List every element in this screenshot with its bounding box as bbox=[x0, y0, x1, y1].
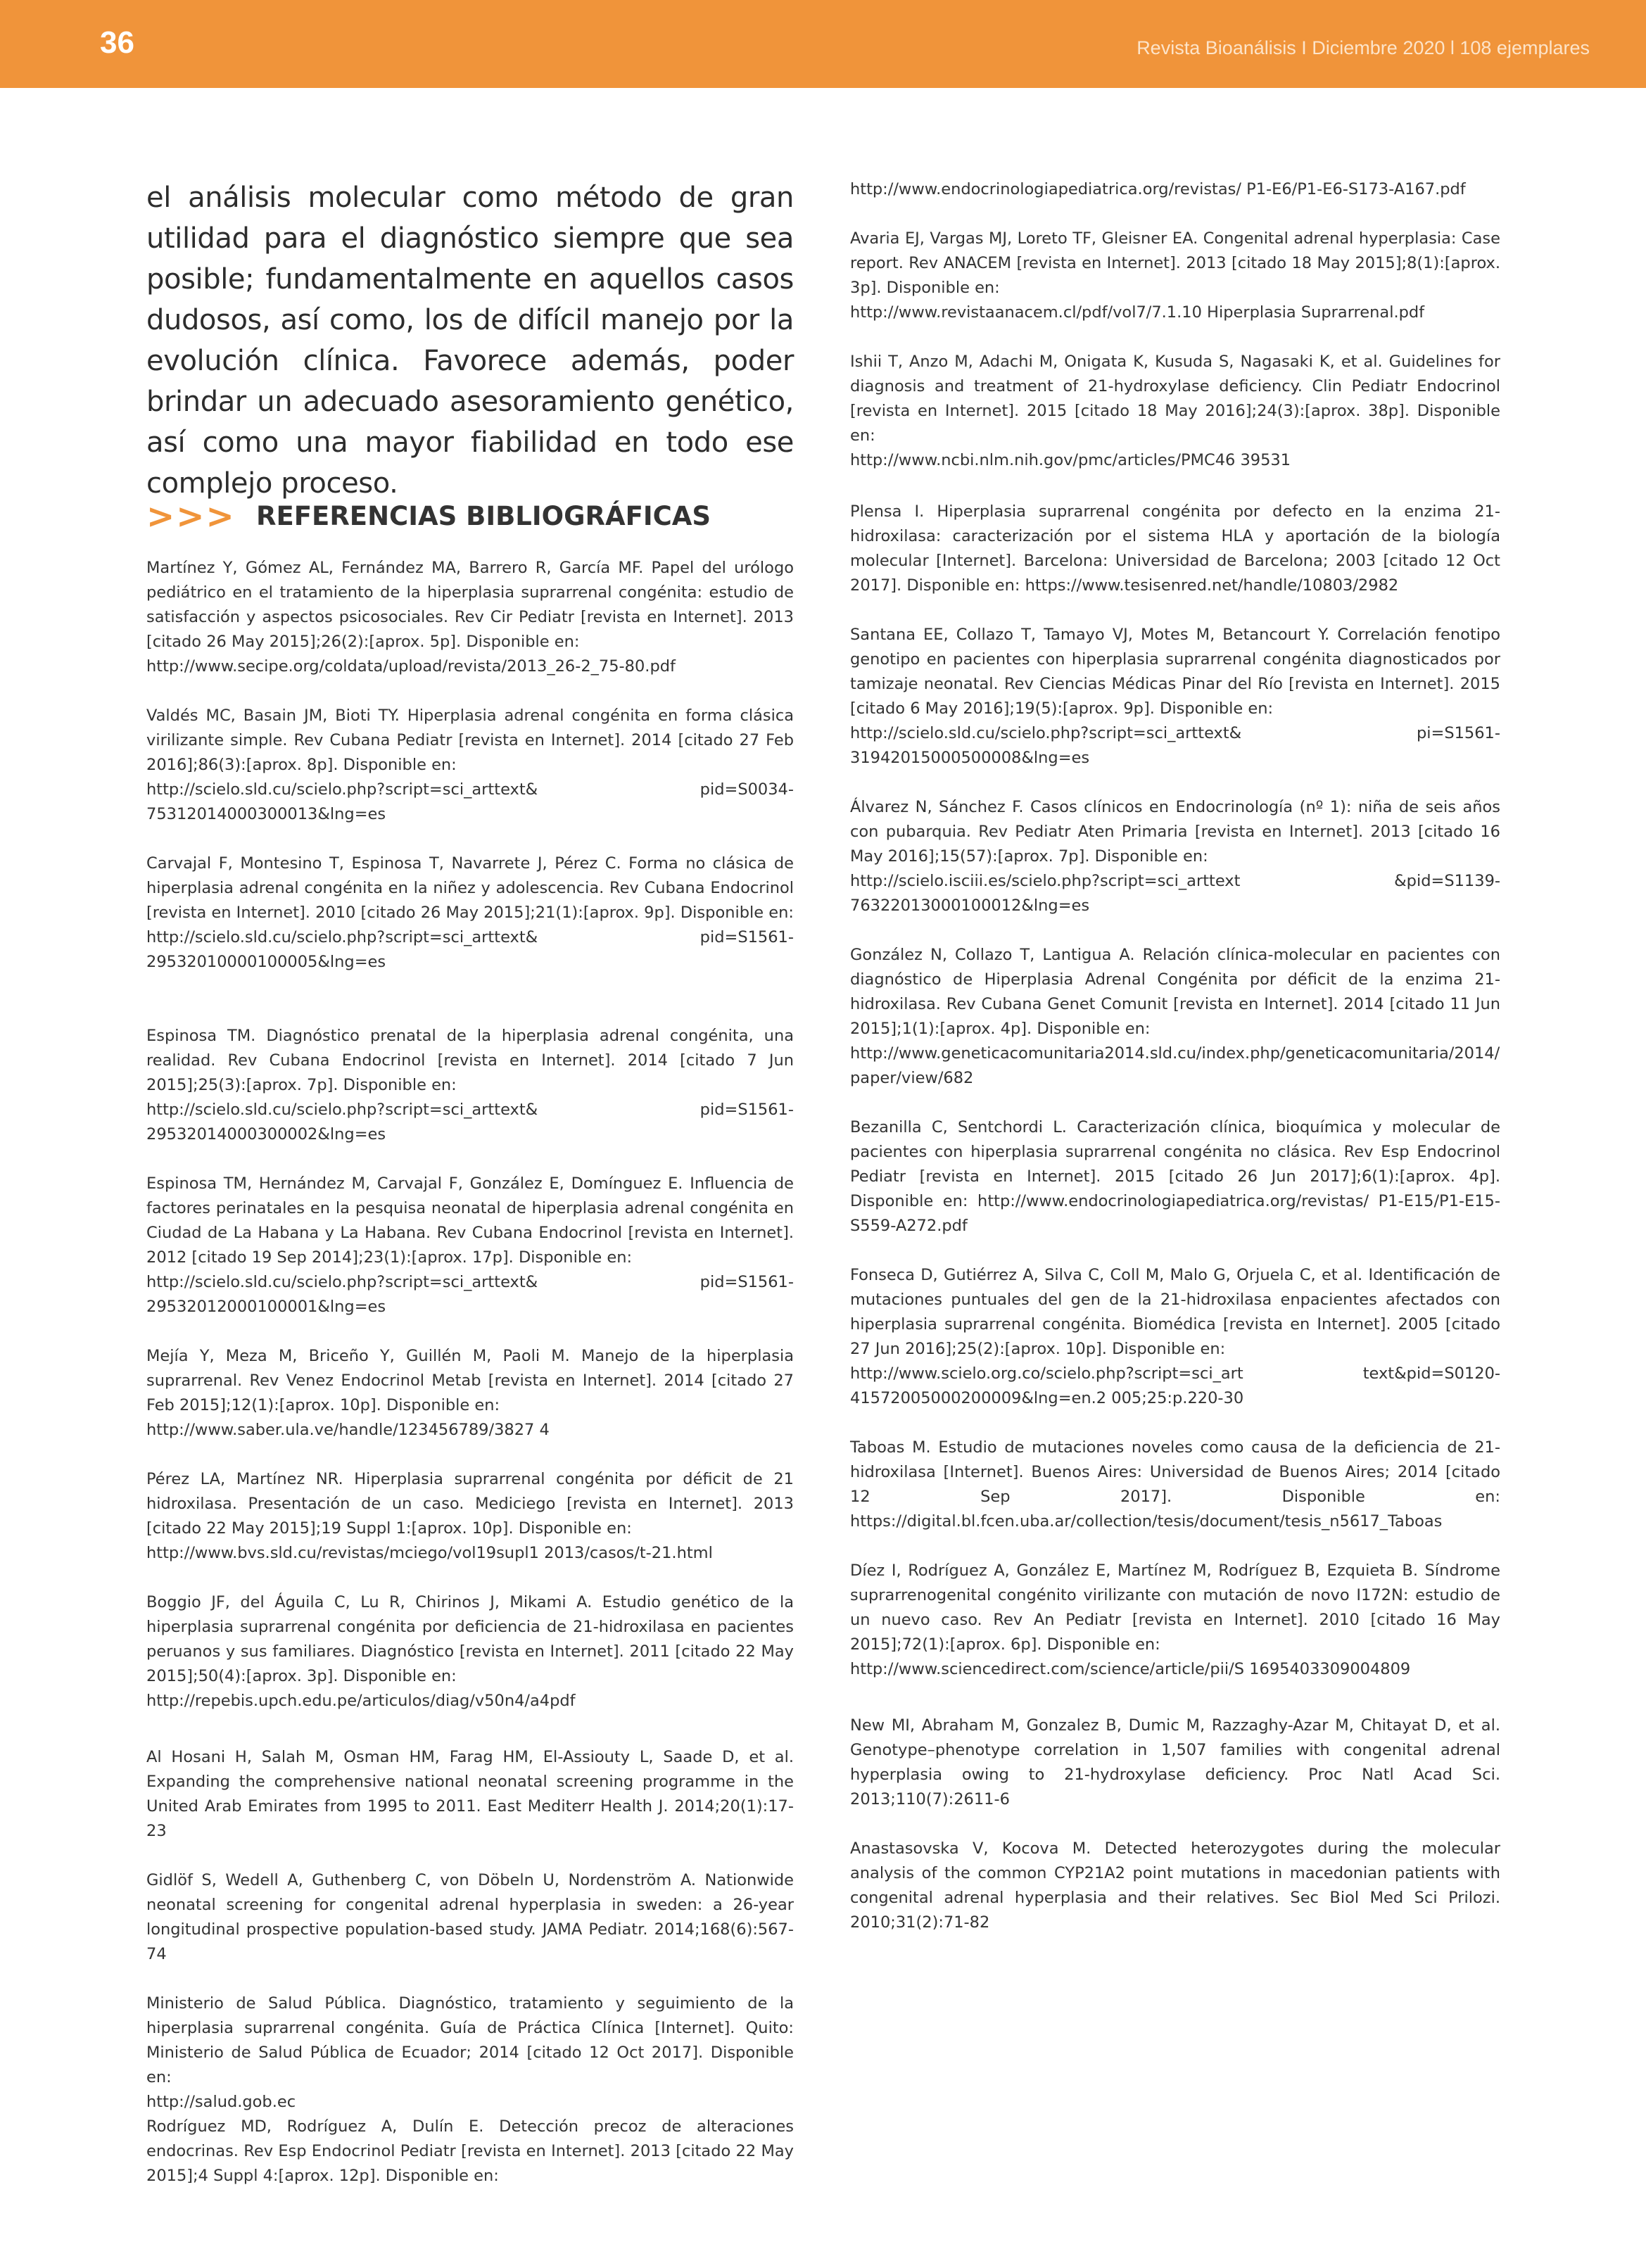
chevrons-icon: >>> bbox=[146, 497, 236, 536]
reference-item bbox=[146, 2115, 794, 2188]
reference-url: http://scielo.sld.cu/scielo.php?script=sci_arttext& pi=S1561-31942015000500008&lng=es bbox=[850, 724, 1500, 767]
reference-text: Carvajal F, Montesino T, Espinosa T, Navarrete J, Pérez C. Forma no clásica de hiperplasia adrenal congénita en la niñez y adolescencia. Rev Cubana Endocrinol [revista en Internet]. 2010 [citado 26 May 2015];21(1):[aprox. 9p]. Disponible en: bbox=[146, 854, 794, 922]
reference-url: http://scielo.sld.cu/scielo.php?script=sci_arttext& pid=S0034-75312014000300013&lng=es bbox=[146, 780, 794, 823]
reference-text: Martínez Y, Gómez AL, Fernández MA, Barrero R, García MF. Papel del urólogo pediátrico en el tratamiento de la hiperplasia suprarrenal congénita: estudio de satisfacción y aspectos psicosociales. Rev Cir Pediatr [revista en Internet]. 2013 [citado 26 May 2015];26(2):[aprox. 5p]. Disponible en: bbox=[146, 559, 794, 651]
reference-url: http://www.scielo.org.co/scielo.php?script=sci_art text&pid=S0120-41572005000200009&lng=en.2 005;25:p.220-30 bbox=[850, 1364, 1500, 1407]
reference-text: Avaria EJ, Vargas MJ, Loreto TF, Gleisner EA. Congenital adrenal hyperplasia: Case report. Rev ANACEM [revista en Internet]. 2013 [citado 18 May 2015];8(1):[aprox. 3p]. Disponible en: bbox=[850, 229, 1500, 297]
reference-item bbox=[146, 1172, 794, 1319]
reference-text: Santana EE, Collazo T, Tamayo VJ, Motes M, Betancourt Y. Correlación fenotipo genotipo en pacientes con hiperplasia suprarrenal congénita diagnosticados por tamizaje neonatal. Rev Ciencias Médicas Pinar del Río [revista en Internet]. 2015 [citado 6 May 2016];19(5):[aprox. 9p]. Disponible en: bbox=[850, 626, 1500, 718]
reference-text: Álvarez N, Sánchez F. Casos clínicos en Endocrinología (nº 1): niña de seis años con pubarquia. Rev Pediatr Aten Primaria [revista en Internet]. 2013 [citado 16 May 2016];15(57):[aprox. 7p]. Disponible en: bbox=[850, 798, 1500, 866]
reference-url: http://www.geneticacomunitaria2014.sld.cu/index.php/geneticacomunitaria/2014/paper/view/682 bbox=[850, 1044, 1500, 1087]
reference-url: http://scielo.sld.cu/scielo.php?script=sci_arttext& pid=S1561-29532010000100005&lng=es bbox=[146, 928, 794, 971]
reference-text: Díez I, Rodríguez A, González E, Martínez M, Rodríguez B, Ezquieta B. Síndrome suprarrenogenital congénito virilizante con mutación de novo I172N: estudio de un nuevo caso. Rev An Pediatr [revista en Internet]. 2010 [citado 16 May 2015];72(1):[aprox. 6p]. Disponible en: bbox=[850, 1561, 1500, 1654]
reference-item bbox=[146, 851, 794, 975]
reference-url: http://www.sciencedirect.com/science/article/pii/S 1695403309004809 bbox=[850, 1660, 1411, 1678]
reference-item bbox=[146, 1868, 794, 1967]
reference-item bbox=[146, 1344, 794, 1443]
reference-item bbox=[146, 1467, 794, 1566]
reference-item bbox=[850, 943, 1500, 1091]
reference-url: http://scielo.sld.cu/scielo.php?script=sci_arttext& pid=S1561-29532014000300002&lng=es bbox=[146, 1101, 794, 1143]
reference-text: Espinosa TM. Diagnóstico prenatal de la hiperplasia adrenal congénita, una realidad. Rev Cubana Endocrinol [revista en Internet]. 2014 [citado 7 Jun 2015];25(3):[aprox. 7p]. Disponible en: bbox=[146, 1027, 794, 1094]
reference-url: http://www.revistaanacem.cl/pdf/vol7/7.1.10 Hiperplasia Suprarrenal.pdf bbox=[850, 303, 1425, 322]
reference-text: Valdés MC, Basain JM, Bioti TY. Hiperplasia adrenal congénita en forma clásica virilizante simple. Rev Cubana Pediatr [revista en Internet]. 2014 [citado 27 Feb 2016];86(3):[aprox. 8p]. Disponible en: bbox=[146, 707, 794, 774]
intro-paragraph: el análisis molecular como método de gran utilidad para el diagnóstico siempre que sea posible; fundamentalmente en aquellos casos dudosos, así como, los de difícil manejo por la evolución clínica. Favorece además, poder brindar un adecuado asesoramiento genético, así como una mayor fiabilidad en todo ese complejo proceso. bbox=[146, 182, 794, 500]
reference-item bbox=[850, 1263, 1500, 1411]
reference-url: http://repebis.upch.edu.pe/articulos/diag/v50n4/a4pdf bbox=[146, 1692, 576, 1710]
reference-text: New MI, Abraham M, Gonzalez B, Dumic M, Razzaghy-Azar M, Chitayat D, et al. Genotype–phenotype correlation in 1,507 families with congenital adrenal hyperplasia owing to 21-hydroxylase deficiency. Proc Natl Acad Sci. 2013;110(7):2611-6 bbox=[850, 1716, 1500, 1808]
running-head: Revista Bioanálisis I Diciembre 2020 l 108 ejemplares bbox=[1137, 37, 1590, 58]
reference-item bbox=[850, 500, 1500, 598]
reference-item bbox=[146, 1745, 794, 1844]
reference-text: Fonseca D, Gutiérrez A, Silva C, Coll M, Malo G, Orjuela C, et al. Identificación de mutaciones puntuales del gen de la 21-hidroxilasa enpacientes afectados con hiperplasia suprarrenal congénita. Biomédica [revista en Internet]. 2005 [citado 27 Jun 2016];25(2):[aprox. 10p]. Disponible en: bbox=[850, 1266, 1500, 1358]
reference-text: González N, Collazo T, Lantigua A. Relación clínica-molecular en pacientes con diagnóstico de Hiperplasia Adrenal Congénita por déficit de la enzima 21-hidroxilasa. Rev Cubana Genet Comunit [revista en Internet]. 2014 [citado 11 Jun 2015];1(1):[aprox. 4p]. Disponible en: bbox=[850, 946, 1500, 1038]
reference-item bbox=[850, 795, 1500, 918]
reference-item bbox=[146, 556, 794, 679]
reference-url: http://www.ncbi.nlm.nih.gov/pmc/articles/PMC46 39531 bbox=[850, 451, 1291, 469]
reference-item bbox=[850, 350, 1500, 473]
reference-item bbox=[146, 704, 794, 827]
reference-item bbox=[146, 1024, 794, 1147]
section-title: REFERENCIAS BIBLIOGRÁFICAS bbox=[256, 501, 711, 531]
reference-item bbox=[146, 1991, 794, 2115]
reference-item bbox=[850, 1559, 1500, 1682]
reference-text: Gidlöf S, Wedell A, Guthenberg C, von Döbeln U, Nordenström A. Nationwide neonatal screening for congenital adrenal hyperplasia in sweden: a 26-year longitudinal prospective population-based study. JAMA Pediatr. 2014;168(6):567-74 bbox=[146, 1871, 794, 1963]
reference-url: http://www.bvs.sld.cu/revistas/mciego/vol19supl1 2013/casos/t-21.html bbox=[146, 1544, 713, 1562]
reference-item bbox=[850, 1115, 1500, 1238]
reference-text: Bezanilla C, Sentchordi L. Caracterización clínica, bioquímica y molecular de pacientes con hiperplasia suprarrenal congénita no clásica. Rev Esp Endocrinol Pediatr [revista en Internet]. 2015 [citado 26 Jun 2017];6(1):[aprox. 4p]. Disponible en: http://www.endocrinologiapediatrica.org/revistas/ P1-E15/P1-E15-S559-A272.pdf bbox=[850, 1118, 1500, 1235]
reference-url: http://www.secipe.org/coldata/upload/revista/2013_26-2_75-80.pdf bbox=[146, 657, 676, 676]
reference-text: Anastasovska V, Kocova M. Detected heterozygotes during the molecular analysis of the common CYP21A2 point mutations in macedonian patients with congenital adrenal hyperplasia and their relatives. Sec Biol Med Sci Prilozi. 2010;31(2):71-82 bbox=[850, 1839, 1500, 1932]
reference-url: http://scielo.isciii.es/scielo.php?script=sci_arttext &pid=S1139-76322013000100012&lng=es bbox=[850, 872, 1500, 915]
reference-item bbox=[850, 227, 1500, 325]
reference-url: http://www.endocrinologiapediatrica.org/revistas/ P1-E6/P1-E6-S173-A167.pdf bbox=[850, 180, 1466, 198]
reference-text: Plensa I. Hiperplasia suprarrenal congénita por defecto en la enzima 21-hidroxilasa: caracterización por el sistema HLA y aportación de la biología molecular [Internet]. Barcelona: Universidad de Barcelona; 2003 [citado 12 Oct 2017]. Disponible en: https://www.tesisenred.net/handle/10803/2982 bbox=[850, 502, 1500, 595]
reference-item bbox=[850, 1436, 1500, 1534]
reference-text: Rodríguez MD, Rodríguez A, Dulín E. Detección precoz de alteraciones endocrinas. Rev Esp Endocrinol Pediatr [revista en Internet]. 2013 [citado 22 May 2015];4 Suppl 4:[aprox. 12p]. Disponible en: bbox=[146, 2117, 794, 2185]
reference-text: Pérez LA, Martínez NR. Hiperplasia suprarrenal congénita por déficit de 21 hidroxilasa. Presentación de un caso. Mediciego [revista en Internet]. 2013 [citado 22 May 2015];19 Suppl 1:[aprox. 10p]. Disponible en: bbox=[146, 1470, 794, 1538]
references-section-heading bbox=[146, 497, 794, 536]
reference-text: Ministerio de Salud Pública. Diagnóstico, tratamiento y seguimiento de la hiperplasia suprarrenal congénita. Guía de Práctica Clínica [Internet]. Quito: Ministerio de Salud Pública de Ecuador; 2014 [citado 12 Oct 2017]. Disponible en: bbox=[146, 1994, 794, 2086]
reference-item bbox=[146, 1590, 794, 1713]
page-number: 36 bbox=[100, 25, 134, 60]
reference-url: http://salud.gob.ec bbox=[146, 2093, 296, 2111]
reference-text: Ishii T, Anzo M, Adachi M, Onigata K, Kusuda S, Nagasaki K, et al. Guidelines for diagnosis and treatment of 21-hydroxylase deficiency. Clin Pediatr Endocrinol [revista en Internet]. 2015 [citado 18 May 2016];24(3):[aprox. 38p]. Disponible en: bbox=[850, 353, 1500, 445]
reference-item bbox=[850, 1713, 1500, 1812]
reference-text: Mejía Y, Meza M, Briceño Y, Guillén M, Paoli M. Manejo de la hiperplasia suprarrenal. Rev Venez Endocrinol Metab [revista en Internet]. 2014 [citado 27 Feb 2015];12(1):[aprox. 10p]. Disponible en: bbox=[146, 1347, 794, 1414]
reference-text: Taboas M. Estudio de mutaciones noveles como causa de la deficiencia de 21-hidroxilasa [Internet]. Buenos Aires: Universidad de Buenos Aires; 2014 [citado 12 Sep 2017]. Disponible en: https://digital.bl.fcen.uba.ar/collection/tesis/document/tesis_n5617_Taboas bbox=[850, 1438, 1500, 1531]
reference-item bbox=[850, 177, 1500, 202]
reference-url: http://www.saber.ula.ve/handle/123456789/3827 4 bbox=[146, 1421, 550, 1439]
reference-item bbox=[850, 623, 1500, 771]
reference-text: Al Hosani H, Salah M, Osman HM, Farag HM, El-Assiouty L, Saade D, et al. Expanding the comprehensive national neonatal screening programme in the United Arab Emirates from 1995 to 2011. East Mediterr Health J. 2014;20(1):17-23 bbox=[146, 1748, 794, 1840]
reference-url: http://scielo.sld.cu/scielo.php?script=sci_arttext& pid=S1561-29532012000100001&lng=es bbox=[146, 1273, 794, 1316]
reference-text: Espinosa TM, Hernández M, Carvajal F, González E, Domínguez E. Influencia de factores perinatales en la pesquisa neonatal de hiperplasia adrenal congénita en Ciudad de La Habana y La Habana. Rev Cubana Endocrinol [revista en Internet]. 2012 [citado 19 Sep 2014];23(1):[aprox. 17p]. Disponible en: bbox=[146, 1174, 794, 1267]
page-header-bar bbox=[0, 0, 1646, 88]
reference-item bbox=[850, 1837, 1500, 1935]
reference-text: Boggio JF, del Águila C, Lu R, Chirinos J, Mikami A. Estudio genético de la hiperplasia suprarrenal congénita por deficiencia de 21-hidroxilasa en pacientes peruanos y sus familiares. Diagnóstico [revista en Internet]. 2011 [citado 22 May 2015];50(4):[aprox. 3p]. Disponible en: bbox=[146, 1593, 794, 1685]
